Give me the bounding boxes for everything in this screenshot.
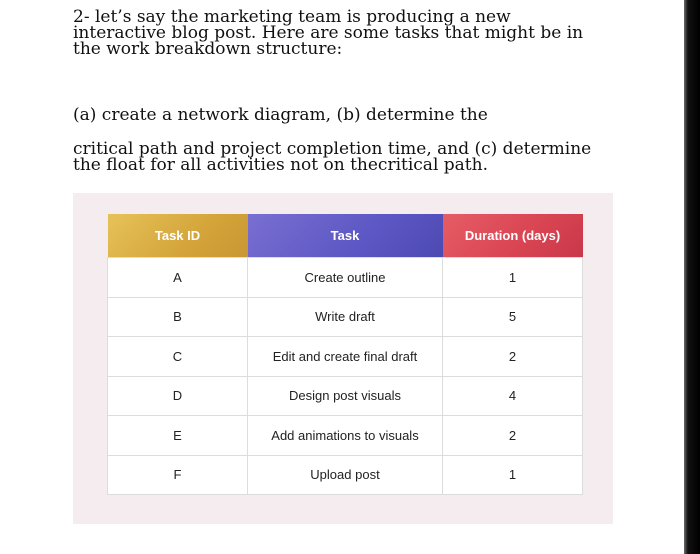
task-cell: Add animations to visuals	[248, 416, 443, 456]
task-id-cell: A	[108, 258, 248, 298]
header-task-id: Task ID	[108, 214, 248, 258]
window-edge	[684, 0, 700, 554]
intro-line: the work breakdown structure:	[73, 39, 343, 59]
question-part-a: (a) create a network diagram, (b) determine the	[73, 105, 488, 125]
part-b-line: the float for all activities not on thecritical path.	[73, 155, 488, 175]
table-row	[108, 297, 583, 337]
table-row	[108, 376, 583, 416]
duration-cell: 1	[443, 258, 583, 298]
duration-cell: 5	[443, 297, 583, 337]
question-intro	[73, 9, 633, 57]
table-row	[108, 337, 583, 377]
table-row	[108, 455, 583, 495]
question-part-b	[73, 141, 643, 173]
task-cell: Write draft	[248, 297, 443, 337]
task-id-cell: B	[108, 297, 248, 337]
task-id-cell: D	[108, 376, 248, 416]
task-cell: Upload post	[248, 455, 443, 495]
duration-cell: 2	[443, 416, 583, 456]
task-id-cell: C	[108, 337, 248, 377]
table-header-row	[108, 214, 583, 258]
table-row	[108, 258, 583, 298]
task-id-cell: E	[108, 416, 248, 456]
intro-line: 2- let’s say the marketing team is producing a new	[73, 7, 511, 27]
part-b-line: critical path and project completion time, and (c) determine	[73, 139, 592, 159]
duration-cell: 1	[443, 455, 583, 495]
task-table	[107, 214, 583, 495]
task-id-cell: F	[108, 455, 248, 495]
header-task: Task	[248, 214, 443, 258]
intro-line: interactive blog post. Here are some tasks that might be in	[73, 23, 584, 43]
duration-cell: 4	[443, 376, 583, 416]
header-duration: Duration (days)	[443, 214, 583, 258]
task-cell: Design post visuals	[248, 376, 443, 416]
task-cell: Edit and create final draft	[248, 337, 443, 377]
duration-cell: 2	[443, 337, 583, 377]
table-row	[108, 416, 583, 456]
task-cell: Create outline	[248, 258, 443, 298]
